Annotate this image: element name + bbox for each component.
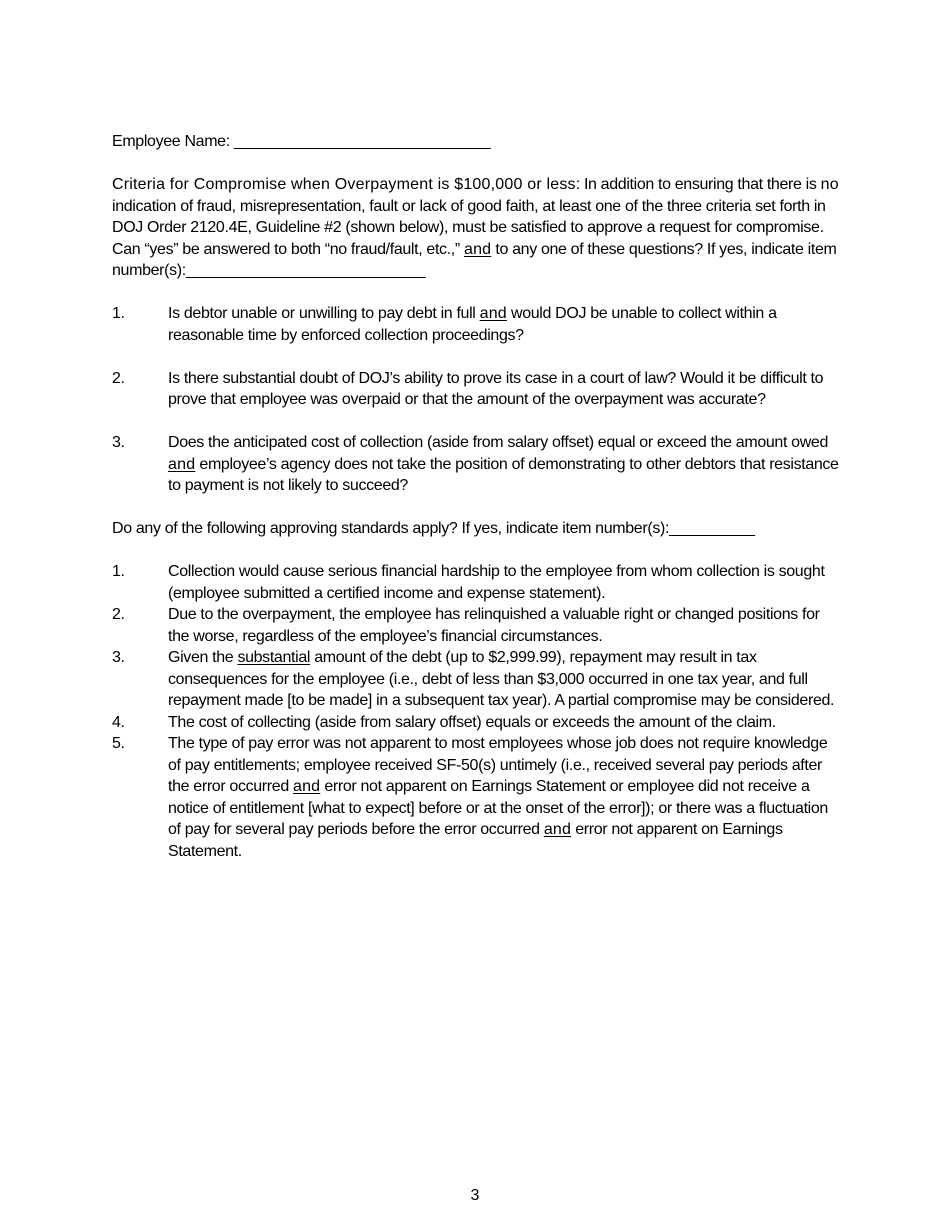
- spacer: [112, 497, 842, 519]
- item-number: 2.: [112, 606, 125, 623]
- item-text: Collection would cause serious financial hardship to the employee from whom collection is sought (employee submitted a certified income and expense statement).: [168, 563, 825, 602]
- item-underlined: and: [168, 455, 196, 473]
- spacer: [112, 540, 842, 562]
- item-underlined: and: [292, 778, 321, 795]
- criteria-paragraph: [112, 174, 842, 282]
- employee-name-line: Employee Name: ______________________________: [112, 133, 491, 150]
- item-text-part: Given the: [168, 649, 238, 666]
- criteria-item-1: [112, 303, 842, 346]
- standards-question: Do any of the following approving standards apply? If yes, indicate item number(s):__________: [112, 520, 755, 537]
- item-number: 3.: [112, 649, 125, 666]
- criteria-item-3: [112, 432, 842, 497]
- standards-item-1: [112, 561, 842, 604]
- item-text-part: employee’s agency does not take the position of demonstrating to other debtors that resistance to payment is not likely to succeed?: [168, 455, 839, 494]
- standards-item-5: [112, 733, 842, 862]
- item-underlined: and: [543, 821, 572, 838]
- criteria-text-3: to any one of these questions? If yes, indicate item number(s):____________________________: [112, 240, 837, 279]
- item-number: 2.: [112, 369, 125, 387]
- item-underlined: and: [479, 305, 507, 322]
- spacer: [112, 153, 842, 175]
- item-text: Is there substantial doubt of DOJ’s ability to prove its case in a court of law? Would it be difficult to prove that employee was overpaid or that the amount of the overpayment was accurate?: [168, 369, 824, 408]
- standards-item-4: [112, 712, 842, 734]
- page-number: 3: [470, 1187, 480, 1204]
- standards-item-3: [112, 647, 842, 712]
- item-text-part: Is debtor unable or unwilling to pay debt in full: [168, 305, 480, 322]
- standards-item-2: [112, 604, 842, 647]
- criteria-heading: Criteria for Compromise when Overpayment is $100,000 or less: [112, 176, 576, 193]
- spacer: [112, 411, 842, 433]
- criteria-no: no: [820, 176, 839, 193]
- item-text: The cost of collecting (aside from salary offset) equals or exceeds the amount of the claim.: [168, 713, 776, 731]
- item-text-part: error not apparent on Earnings Statement or employee did not receive a notice of entitlement [what to expect] before or at the onset of the error]); or there was a fluctuation of pay for several pay periods before the error occurred: [168, 778, 828, 838]
- item-number: 1.: [112, 305, 125, 322]
- item-number: 4.: [112, 713, 125, 731]
- item-number: 1.: [112, 563, 125, 580]
- criteria-item-2: [112, 368, 842, 411]
- item-text-part: amount of the debt (up to $2,999.99), repayment may result in tax consequences for the employee (i.e., debt of less than $3,000 occurred in one tax year, and full repayment made [to be made] in a subsequent tax year). A partial compromise may be considered.: [168, 649, 835, 709]
- criteria-text-2: indication of fraud, misrepresentation, fault or lack of good faith, at least one of the three criteria set forth in DOJ Order 2120.4E, Guideline #2 (shown below), must be satisfied to approve a request for compromise. Can “yes” be answered to both “no fraud/fault, etc.,”: [112, 197, 826, 258]
- item-text-part: would DOJ be unable to collect within a reasonable time by enforced collection proceedings?: [168, 305, 777, 344]
- item-text: [168, 733, 842, 862]
- item-text: [168, 303, 842, 346]
- item-text: [168, 647, 842, 712]
- item-text-part: The type of pay error was not apparent to most employees whose job does not require knowledge of pay entitlements; employee received SF-50(s) untimely (i.e., received several pay periods after the error occurred: [168, 735, 828, 795]
- spacer: [112, 346, 842, 368]
- item-underlined: substantial: [237, 649, 311, 666]
- item-text-part: error not apparent on Earnings Statement.: [168, 821, 783, 860]
- spacer: [112, 282, 842, 304]
- criteria-text-1: : In addition to ensuring that there is: [575, 176, 821, 193]
- item-number: 3.: [112, 434, 125, 451]
- item-text: Due to the overpayment, the employee has relinquished a valuable right or changed positions for the worse, regardless of the employee’s financial circumstances.: [168, 606, 820, 645]
- item-text: [168, 432, 842, 497]
- item-text-part: Does the anticipated cost of collection (aside from salary offset) equal or exceed the amount owed: [168, 434, 829, 451]
- criteria-and: and: [463, 240, 492, 258]
- item-number: 5.: [112, 735, 125, 752]
- document-body: [112, 131, 842, 862]
